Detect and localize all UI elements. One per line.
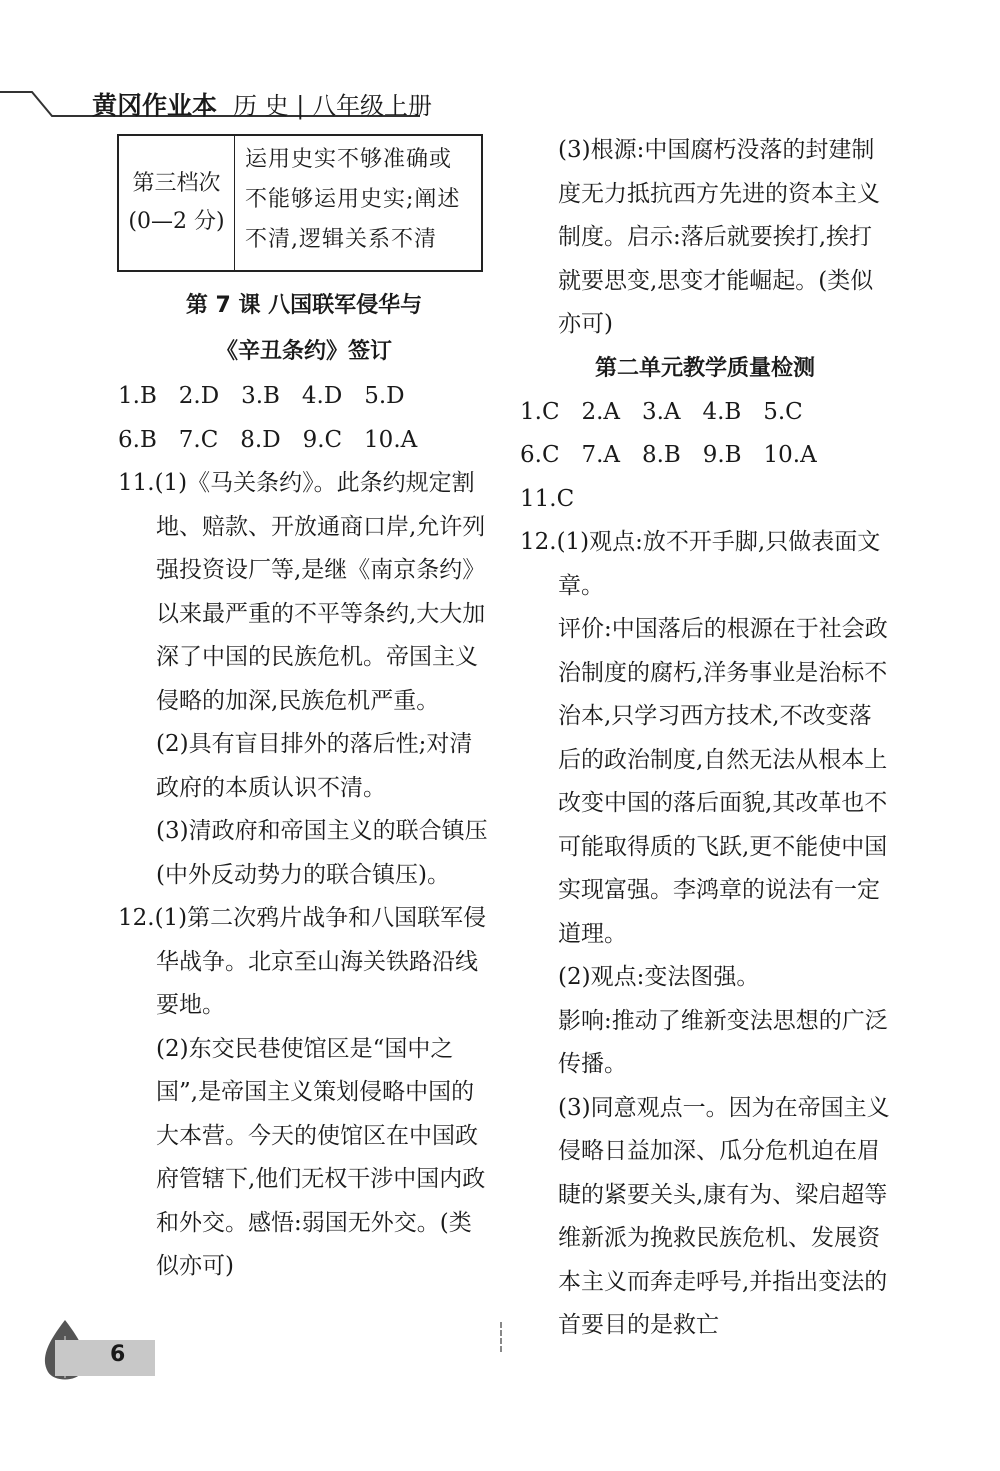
column-divider	[500, 1322, 502, 1352]
answer-q12-part3-cont: (3)根源:中国腐朽没落的封建制度无力抵抗西方先进的资本主义制度。启示:落后就要挨打,挨打就要思变,思变才能崛起。(类似亦可)	[558, 137, 880, 337]
page-number: 6	[110, 1342, 126, 1367]
answer-unit-q12-part2-effect: 影响:推动了维新变法思想的广泛传播。	[558, 1007, 888, 1077]
answer-mc-row: 1.B 2.D 3.B 4.D 5.D	[118, 383, 405, 409]
answer-unit-q12-part3: (3)同意观点一。因为在帝国主义侵略日益加深、瓜分危机迫在眉睫的紧要关头,康有为、梁启超等维新派为挽救民族危机、发展资本主义而奔走呼号,并指出变法的首要目的是救亡	[558, 1094, 890, 1338]
answer-q11-part3: (3)清政府和帝国主义的联合镇压(中外反动势力的联合镇压)。	[156, 818, 488, 888]
unit-title: 第二单元教学质量检测	[594, 355, 815, 381]
right-column	[520, 129, 890, 1348]
grading-table	[117, 134, 483, 272]
grading-desc-line: 不清,逻辑关系不清	[245, 227, 437, 252]
answer-mc-row: 6.B 7.C 8.D 9.C 10.A	[118, 426, 418, 453]
grading-level-score: (0—2 分)	[128, 209, 225, 234]
answer-unit-q12-evaluation: 评价:中国落后的根源在于社会政治制度的腐朽,洋务事业是治标不治本,只学习西方技术,不改变落后的政治制度,自然无法从根本上改变中国的落后面貌,其改革也不可能取得质的飞跃,更不能使中国实现富强。李鸿章的说法有一定道理。	[558, 616, 888, 947]
answer-mc-row: 1.C 2.A 3.A 4.B 5.C	[520, 398, 803, 425]
page-number-bar	[55, 1340, 155, 1376]
lesson-title-line2: 《辛丑条约》签订	[215, 339, 392, 364]
answer-unit-q12-part1: 12.(1)观点:放不开手脚,只做表面文章。	[520, 529, 881, 599]
lesson-title-line1: 第 7 课 八国联军侵华与	[185, 293, 423, 318]
answer-mc-row: 11.C	[520, 485, 575, 512]
answer-q11-part2: (2)具有盲目排外的落后性;对清政府的本质认识不清。	[156, 731, 473, 801]
left-column	[118, 283, 490, 1289]
header-grade: 八年级上册	[312, 92, 432, 120]
grading-desc-cell	[235, 136, 481, 270]
answer-q12-part2: (2)东交民巷使馆区是“国中之国”,是帝国主义策划侵略中国的大本营。今天的使馆区在中国政府管辖下,他们无权干涉中国内政和外交。感悟:弱国无外交。(类似亦可)	[156, 1035, 486, 1279]
answer-q11-part1: 11.(1)《马关条约》。此条约规定割地、赔款、开放通商口岸,允许列强投资设厂等,是继《南京条约》以来最严重的不平等条约,大大加深了中国的民族危机。帝国主义侵略的加深,民族危机严重。	[118, 470, 486, 714]
grading-desc-line: 运用史实不够准确或	[245, 147, 453, 172]
page-header	[0, 70, 1000, 130]
page-footer	[0, 1330, 160, 1400]
header-subject: 历 史	[233, 92, 289, 120]
header-brand: 黄冈作业本	[92, 91, 218, 120]
grading-desc-line: 不能够运用史实;阐述	[245, 187, 461, 212]
header-title: 黄冈作业本 历 史 | 八年级上册	[92, 91, 432, 120]
answer-mc-row: 6.C 7.A 8.B 9.B 10.A	[520, 442, 817, 468]
answer-unit-q12-part2: (2)观点:变法图强。	[558, 964, 760, 990]
grading-level-cell	[119, 136, 235, 270]
answer-q12-part1: 12.(1)第二次鸦片战争和八国联军侵华战争。北京至山海关铁路沿线要地。	[118, 905, 487, 1018]
grading-level-name: 第三档次	[132, 171, 221, 196]
